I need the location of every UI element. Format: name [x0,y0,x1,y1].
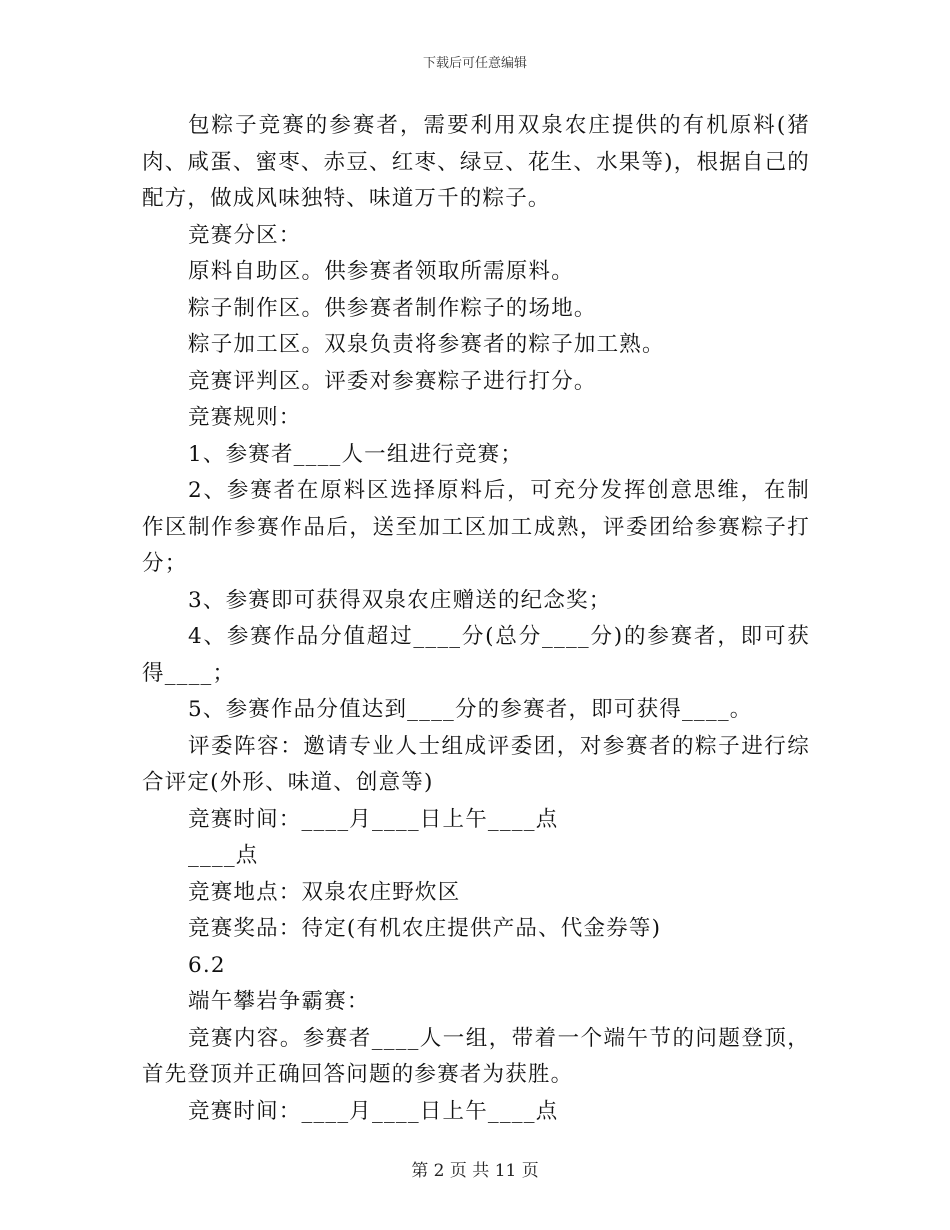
paragraph-climbing-time: 竞赛时间：____月____日上午____点 [188,1098,559,1124]
paragraph-rule-4: 4、参赛作品分值超过____分(总分____分)的参赛者，即可获得____； [142,624,810,686]
paragraph-rules-heading: 竞赛规则： [188,405,302,430]
paragraph-zones-heading: 竞赛分区： [188,222,302,248]
page-header: 下载后可任意编辑 [422,56,527,71]
paragraph-zone-processing: 粽子加工区。双泉负责将参赛者的粽子加工熟。 [188,332,665,357]
paragraph-rule-1: 1、参赛者____人一组进行竞赛； [188,441,524,467]
paragraph-zone-ingredients: 原料自助区。供参赛者领取所需原料。 [188,259,574,284]
paragraph-prizes: 竞赛奖品：待定(有机农庄提供产品、代金券等) [188,916,662,941]
paragraph-climbing-heading: 端午攀岩争霸赛： [188,989,370,1014]
section-number: 6.2 [188,952,226,978]
paragraph-judges: 评委阵容：邀请专业人士组成评委团，对参赛者的粽子进行综合评定(外形、味道、创意等) [142,733,810,795]
paragraph-rule-2: 2、参赛者在原料区选择原料后，可充分发挥创意思维，在制作区制作参赛作品后，送至加工区加工成熟，评委团给参赛粽子打分； [142,478,810,576]
paragraph-location: 竞赛地点：双泉农庄野炊区 [188,879,461,905]
paragraph-rule-3: 3、参赛即可获得双泉农庄赠送的纪念奖； [188,587,612,613]
paragraph-zone-making: 粽子制作区。供参赛者制作粽子的场地。 [188,295,597,321]
paragraph-rule-5: 5、参赛作品分值达到____分的参赛者，即可获得____。 [188,697,753,722]
paragraph-zone-judging: 竞赛评判区。评委对参赛粽子进行打分。 [188,368,597,394]
paragraph-time: 竞赛时间：____月____日上午____点 [188,806,559,832]
document-body [142,108,810,1130]
paragraph-time-end: ____点 [188,843,259,868]
paragraph-intro: 包粽子竞赛的参赛者，需要利用双泉农庄提供的有机原料(猪肉、咸蛋、蜜枣、赤豆、红枣、绿豆、花生、水果等)，根据自己的配方，做成风味独特、味道万千的粽子。 [142,113,810,211]
paragraph-climbing-content: 竞赛内容。参赛者____人一组，带着一个端午节的问题登顶，首先登顶并正确回答问题的参赛者为获胜。 [142,1025,810,1087]
page-footer: 第 2 页 共 11 页 [411,1161,539,1181]
